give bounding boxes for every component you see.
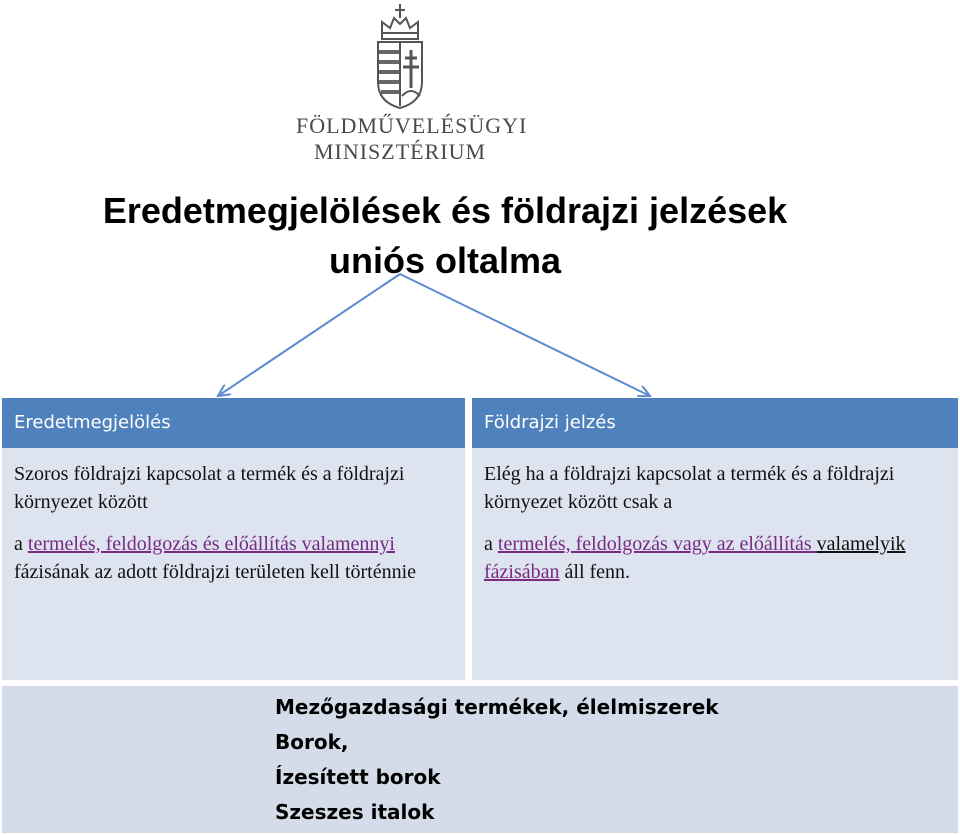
geographical-indication-box: [472, 398, 958, 680]
category-item: Borok,: [275, 730, 349, 754]
stages-link[interactable]: termelés, feldolgozás és előállítás valamennyi: [27, 533, 395, 555]
ministry-name-line1: FÖLDMŰVELÉSÜGYI: [296, 113, 528, 138]
stages-link[interactable]: termelés, feldolgozás vagy az előállítás: [497, 533, 817, 555]
category-item: Mezőgazdasági termékek, élelmiszerek: [275, 695, 719, 719]
title-line2: uniós oltalma: [328, 240, 562, 281]
category-item: Ízesített borok: [275, 765, 441, 789]
branch-arrows: [0, 0, 960, 400]
text-fragment: a: [14, 533, 28, 555]
designation-of-origin-text1: Szoros földrajzi kapcsolat a termék és a földrajzi környezet között: [14, 463, 405, 513]
ministry-name-line2: MINISZTÉRIUM: [313, 139, 487, 164]
arrow-left: [218, 274, 400, 396]
title-line1: Eredetmegjelölések és földrajzi jelzések: [102, 190, 788, 231]
geographical-indication-header: Földrajzi jelzés: [472, 398, 958, 448]
designation-of-origin-text2: [14, 530, 455, 586]
product-categories-list: [275, 690, 719, 830]
valamelyik-text: valamelyik: [816, 533, 906, 555]
designation-of-origin-header: Eredetmegjelölés: [2, 398, 465, 448]
product-categories-box: [2, 686, 958, 833]
geographical-indication-body: [472, 448, 958, 680]
text-fragment: fázisának az adott földrajzi területen kell történnie: [14, 561, 417, 583]
geographical-indication-text1: Elég ha a földrajzi kapcsolat a termék és a földrajzi környezet között csak a: [484, 463, 895, 513]
geographical-indication-text2: [484, 530, 948, 586]
arrow-right: [400, 274, 650, 396]
designation-of-origin-box: [2, 398, 465, 680]
text-fragment: áll fenn.: [559, 561, 631, 583]
phase-link[interactable]: fázisában: [484, 561, 560, 583]
text-fragment: a: [484, 533, 498, 555]
designation-of-origin-body: [2, 448, 465, 680]
category-item: Szeszes italok: [275, 800, 435, 824]
